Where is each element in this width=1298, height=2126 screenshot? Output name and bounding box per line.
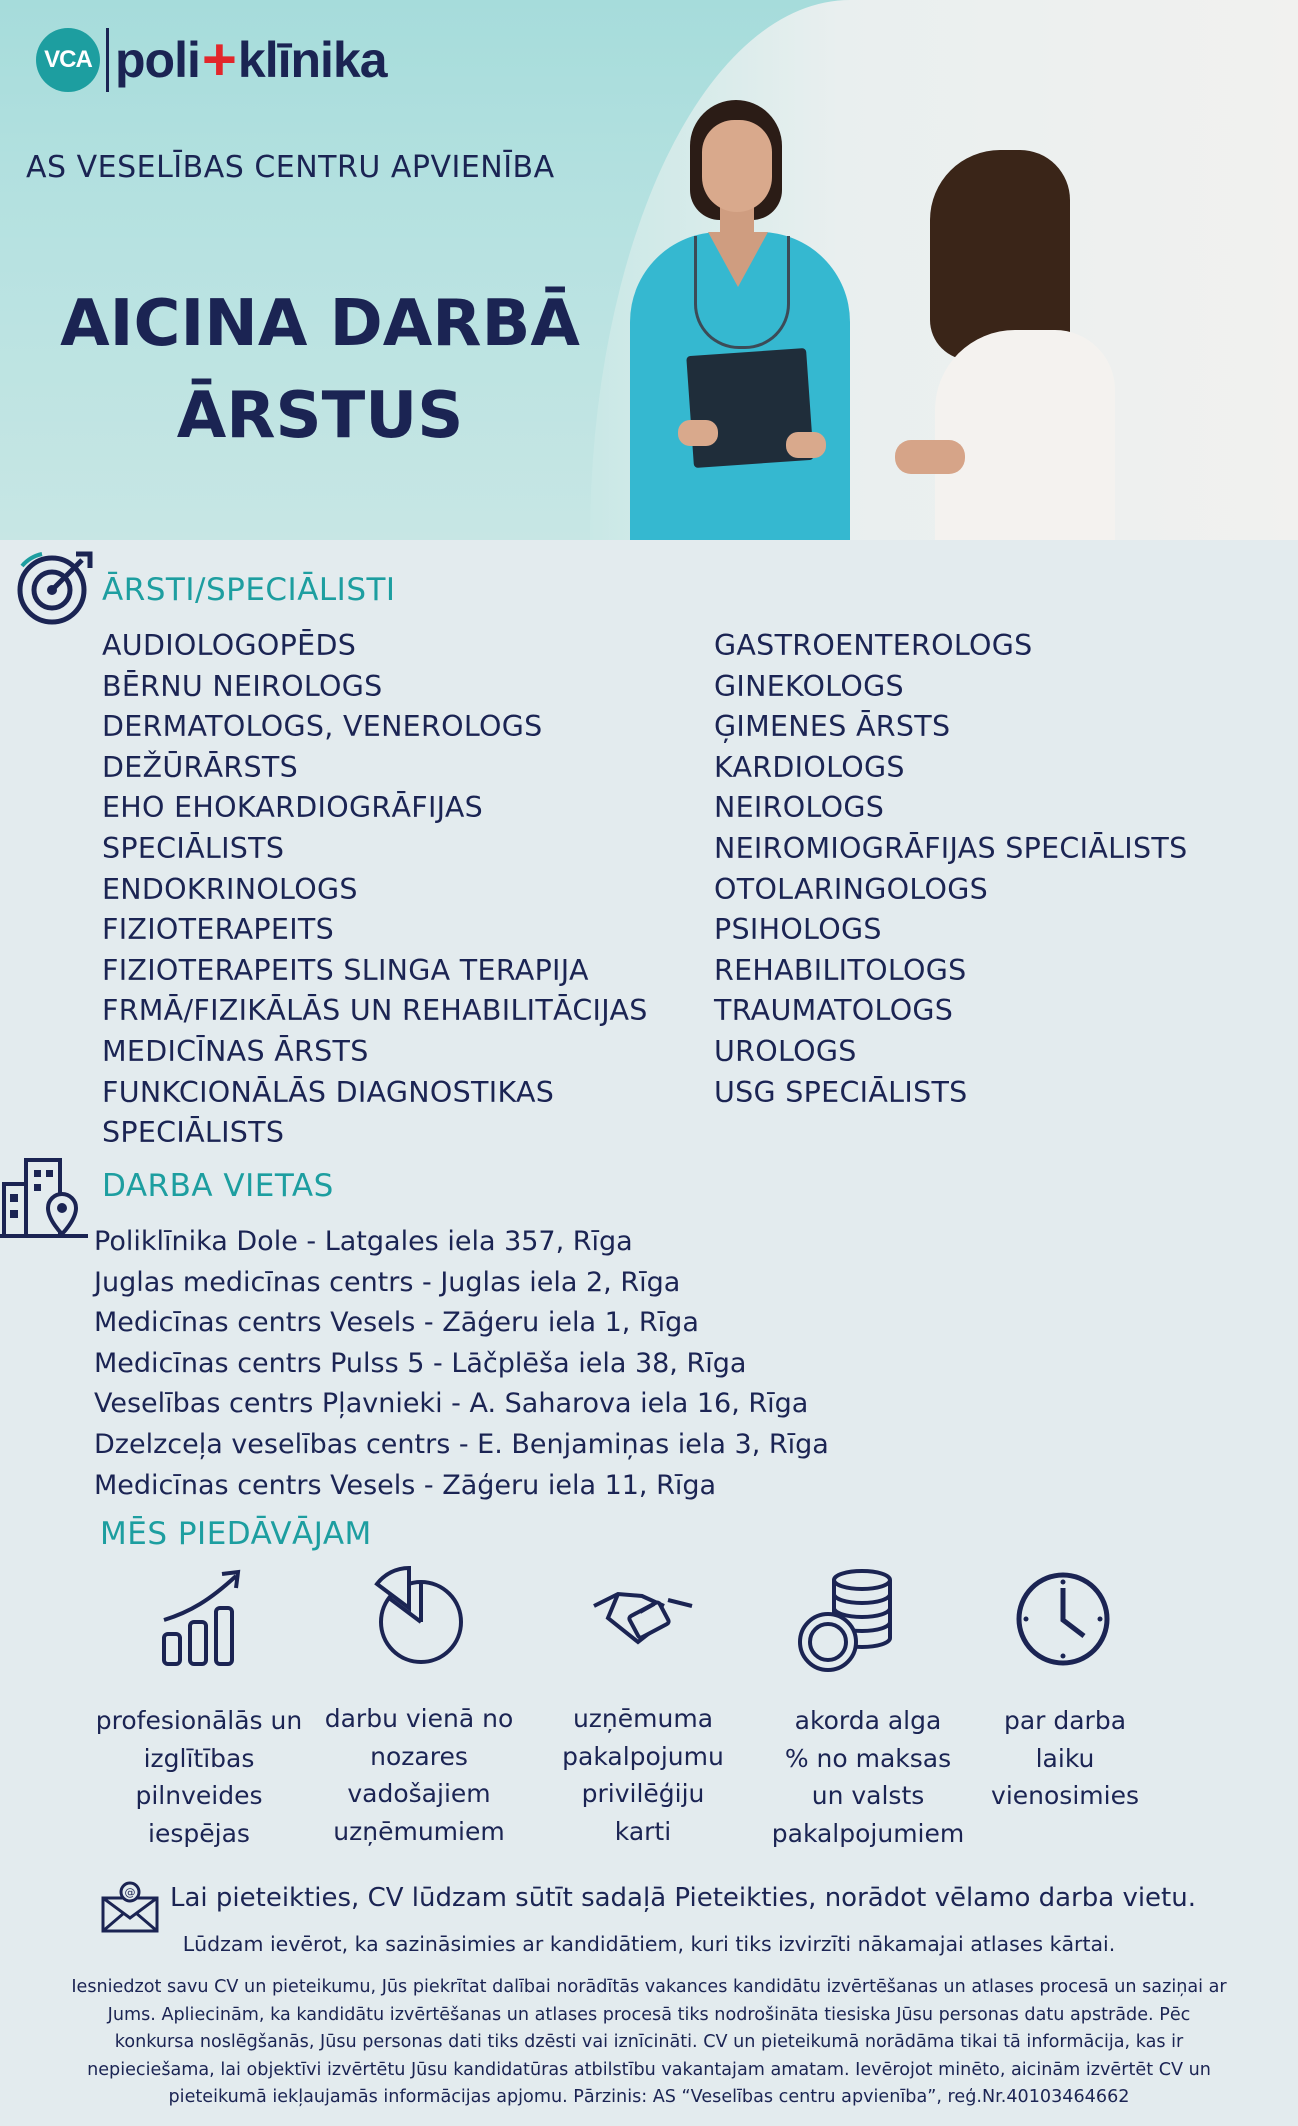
list-item: Dzelzceļa veselības centrs - E. Benjamiņas iela 3, Rīga <box>94 1428 829 1460</box>
list-item: DERMATOLOGS, VENEROLOGS <box>102 710 543 744</box>
clock-icon <box>1008 1564 1118 1674</box>
list-item: ENDOKRINOLOGS <box>102 872 358 906</box>
target-icon <box>12 548 96 628</box>
logo-text-right: klīnika <box>237 32 387 88</box>
list-item: FIZIOTERAPEITS <box>102 913 335 947</box>
offer-line: vadošajiem <box>347 1779 491 1808</box>
apply-instructions: Lai pieteikties, CV lūdzam sūtīt sadaļā Pieteikties, norādot vēlamo darba vietu. <box>170 1883 1196 1913</box>
list-item: UROLOGS <box>714 1034 857 1068</box>
list-item: BĒRNU NEIROLOGS <box>102 669 383 703</box>
list-item: SPECIĀLISTS <box>102 1116 285 1150</box>
offer-line: laiku <box>1035 1743 1095 1773</box>
legal-line: konkursa noslēgšanās, Jūsu personas dati tiks dzēsti vai iznīcināti. CV un pieteikumā norādāma tikai tā informācija, kas ir <box>114 2032 1184 2052</box>
offer-line: pakalpojumiem <box>771 1818 965 1848</box>
specialists-title: ĀRSTI/SPECIĀLISTI <box>102 572 396 608</box>
legal-line: nepieciešama, lai objektīvi izvērtētu Jūsu kandidatūras atbilstību vakantajam amatam. Ievērojot minēto, aicinām izvērtēt CV un <box>87 2059 1211 2080</box>
offer-line: profesionālās un <box>95 1706 303 1735</box>
city-location-icon <box>0 1154 90 1238</box>
doctor-figure-face <box>702 120 772 212</box>
list-item: ĢIMENES ĀRSTS <box>714 710 951 744</box>
offer-line: uzņēmumiem <box>333 1816 505 1846</box>
list-item: REHABILITOLOGS <box>714 953 967 987</box>
list-item: NEIROMIOGRĀFIJAS SPECIĀLISTS <box>714 831 1188 865</box>
locations-title: DARBA VIETAS <box>102 1168 334 1204</box>
handshake-card-icon <box>588 1564 698 1674</box>
offer-line: un valsts <box>811 1781 925 1810</box>
pie-chart-icon <box>365 1564 475 1674</box>
offer-item <box>950 1702 1180 1815</box>
list-item: FIZIOTERAPEITS SLINGA TERAPIJA <box>102 953 589 987</box>
list-item: EHO EHOKARDIOGRĀFIJAS <box>102 791 484 825</box>
stethoscope-icon <box>694 236 790 349</box>
hero-photo <box>590 0 1298 540</box>
list-item: OTOLARINGOLOGS <box>714 872 989 906</box>
list-item: NEIROLOGS <box>714 791 885 825</box>
offer-line: privilēģiju <box>581 1779 705 1808</box>
headline-line-1: AICINA DARBĀ <box>60 287 580 361</box>
offer-line: par darba <box>1003 1706 1127 1735</box>
list-item: KARDIOLOGS <box>714 750 905 784</box>
organization-name: AS VESELĪBAS CENTRU APVIENĪBA <box>26 150 555 185</box>
offers-title: MĒS PIEDĀVĀJAM <box>100 1516 372 1552</box>
list-item: PSIHOLOGS <box>714 913 882 947</box>
offer-line: uzņēmuma <box>572 1704 714 1733</box>
legal-line: pieteikumā iekļaujamās informācijas apjomu. Pārzinis: AS “Veselības centru apvienība”, reģ.Nr.40103464662 <box>168 2087 1130 2107</box>
list-item: GINEKOLOGS <box>714 669 904 703</box>
patient-figure-body <box>935 330 1115 540</box>
offer-item <box>753 1702 983 1852</box>
list-item: GASTROENTEROLOGS <box>714 629 1033 662</box>
headline-line-2: ĀRSTUS <box>176 379 464 453</box>
offer-line: akorda alga <box>794 1706 942 1735</box>
offer-line: vienosimies <box>991 1781 1139 1810</box>
list-item: Medicīnas centrs Vesels - Zāģeru iela 11, Rīga <box>94 1469 717 1501</box>
list-item: Poliklīnika Dole - Latgales iela 357, Rīga <box>94 1226 633 1257</box>
logo-divider <box>106 28 109 92</box>
list-item: MEDICĪNAS ĀRSTS <box>102 1034 369 1068</box>
apply-note: Lūdzam ievērot, ka sazināsimies ar kandidātiem, kuri tiks izvirzīti nākamajai atlases kārtai. <box>182 1932 1116 1956</box>
legal-notice <box>14 1974 1284 2112</box>
logo-wordmark <box>115 26 387 93</box>
logo-badge: VCA <box>36 28 100 92</box>
page-headline <box>40 278 600 462</box>
doctor-figure-hand <box>786 432 826 458</box>
specialists-list-right <box>714 626 1188 1113</box>
growth-chart-icon <box>150 1564 260 1674</box>
list-item: AUDIOLOGOPĒDS <box>102 629 357 662</box>
patient-figure <box>930 150 1070 360</box>
list-item: Veselības centrs Pļavnieki - A. Saharova iela 16, Rīga <box>94 1388 809 1420</box>
legal-line: Jums. Apliecinām, ka kandidātu izvērtēšanas un atlases procesā tiks nodrošināta tiesiska Jūsu personas datu apstrāde. Pēc <box>107 2004 1191 2025</box>
coins-icon <box>794 1564 904 1674</box>
logo[interactable] <box>36 28 387 92</box>
list-item: SPECIĀLISTS <box>102 831 285 865</box>
envelope-icon <box>100 1880 160 1934</box>
logo-plus-icon: + <box>201 26 236 93</box>
offer-line: izglītības <box>143 1743 255 1773</box>
offer-line: pakalpojumu <box>562 1741 724 1771</box>
list-item: FUNKCIONĀLĀS DIAGNOSTIKAS <box>102 1075 555 1109</box>
patient-figure-arm <box>895 440 965 474</box>
legal-line: Iesniedzot savu CV un pieteikumu, Jūs piekrītat dalībai norādītās vakances kandidātu izvērtēšanas un atlases procesā un saziņai ar <box>71 1977 1227 1997</box>
list-item: USG SPECIĀLISTS <box>714 1075 968 1109</box>
hero-banner <box>0 0 1298 540</box>
doctor-figure-hand <box>678 420 718 446</box>
offer-item <box>84 1702 314 1852</box>
offer-line: karti <box>614 1816 672 1846</box>
specialists-list-left <box>102 626 648 1154</box>
offer-line: % no maksas <box>784 1743 952 1773</box>
list-item: Medicīnas centrs Vesels - Zāģeru iela 1, Rīga <box>94 1307 699 1339</box>
locations-list <box>94 1222 829 1506</box>
list-item: TRAUMATOLOGS <box>714 994 954 1028</box>
offer-line: nozares <box>370 1741 468 1771</box>
list-item: DEŽŪRĀRSTS <box>102 750 299 784</box>
offer-line: iespējas <box>148 1818 250 1848</box>
offer-line: darbu vienā no <box>324 1704 514 1733</box>
list-item: FRMĀ/FIZIKĀLĀS UN REHABILITĀCIJAS <box>102 994 648 1028</box>
offer-line: pilnveides <box>135 1781 263 1810</box>
list-item: Medicīnas centrs Pulss 5 - Lāčplēša iela 38, Rīga <box>94 1347 747 1379</box>
svg-text:@: @ <box>124 1886 136 1899</box>
list-item: Juglas medicīnas centrs - Juglas iela 2, Rīga <box>94 1266 681 1298</box>
offer-item <box>304 1700 534 1850</box>
logo-text-left: poli <box>115 32 200 88</box>
offer-item <box>528 1700 758 1850</box>
